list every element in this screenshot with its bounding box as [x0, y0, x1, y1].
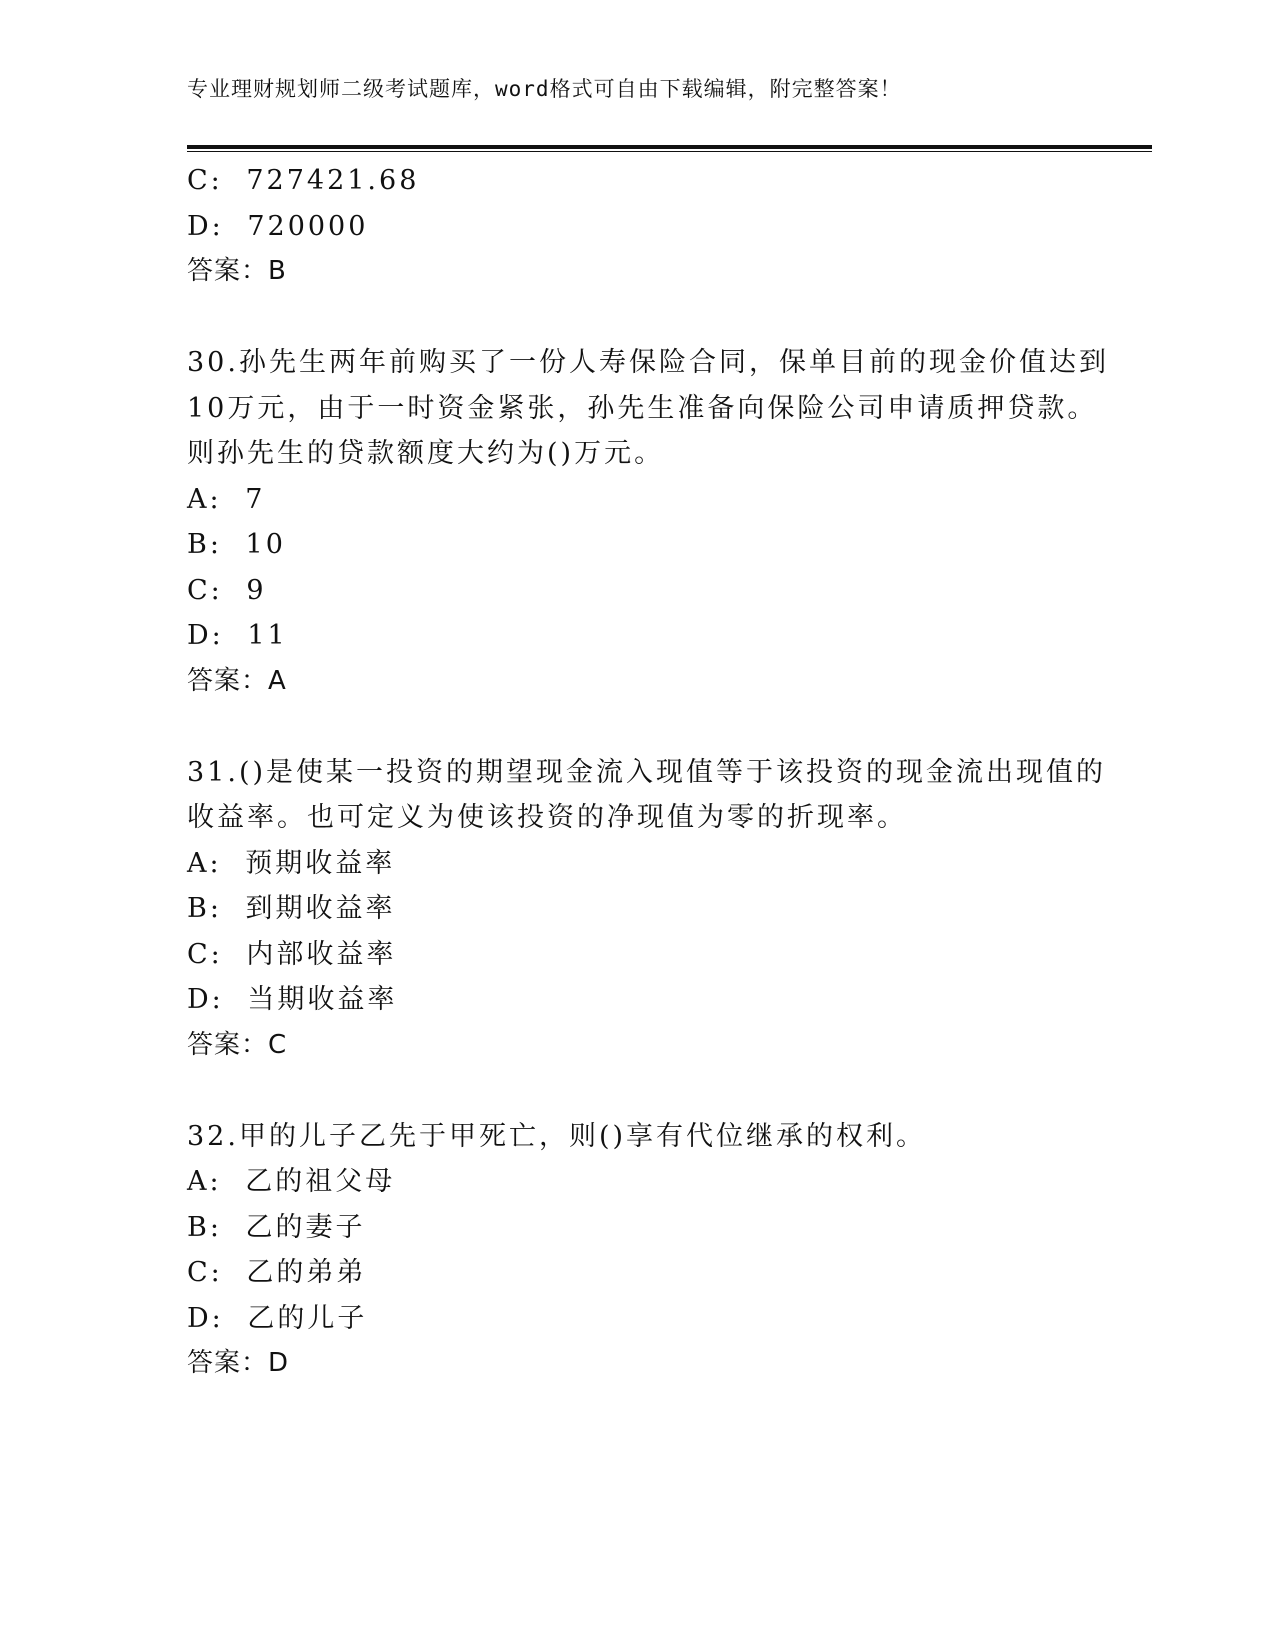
document-body [187, 158, 1109, 1387]
option-letter: D: [187, 620, 224, 651]
option-text: 当期收益率 [247, 984, 398, 1015]
option-text: 11 [247, 620, 288, 651]
option-letter: D: [187, 1302, 224, 1334]
option-letter: C: [187, 165, 223, 196]
answer-line: 答案：D [187, 1348, 290, 1378]
question-32 [187, 1114, 1087, 1387]
option-letter: C: [187, 574, 223, 606]
option-text: 乙的祖父母 [245, 1166, 396, 1197]
option-letter: B: [187, 529, 222, 560]
option-text: 7 [245, 483, 266, 515]
question-30 [187, 340, 1109, 704]
option-letter: C: [187, 938, 223, 970]
option-text: 预期收益率 [245, 847, 396, 879]
header-rule-thick [187, 145, 1152, 149]
option-line [187, 1296, 1087, 1342]
header-rule-thin [187, 151, 1152, 152]
question-text-line: 32.甲的儿子乙先于甲死亡，则()享有代位继承的权利。 [187, 1120, 927, 1152]
option-text: 727421.68 [246, 165, 420, 196]
question-text-line: 收益率。也可定义为使该投资的净现值为零的折现率。 [187, 802, 907, 833]
option-letter: B: [187, 1211, 222, 1243]
option-line [187, 977, 1087, 1023]
option-line [187, 522, 1087, 568]
option-text: 10 [245, 529, 286, 560]
option-line [187, 932, 1087, 978]
option-text: 乙的儿子 [247, 1302, 368, 1334]
option-text: 内部收益率 [246, 938, 397, 970]
option-letter: B: [187, 893, 222, 924]
answer-line: 答案：B [187, 256, 287, 286]
question-text-line: 30.孙先生两年前购买了一份人寿保险合同，保单目前的现金价值达到 [187, 347, 1109, 378]
option-line [187, 568, 1087, 614]
option-line [187, 841, 1087, 887]
option-line [187, 886, 1087, 932]
question-text-line: 31.()是使某一投资的期望现金流入现值等于该投资的现金流出现值的 [187, 756, 1107, 788]
question-text [187, 1114, 1087, 1160]
option-line [187, 204, 1087, 250]
spacer [187, 295, 1087, 341]
spacer [187, 1068, 1087, 1114]
option-text: 到期收益率 [245, 893, 396, 924]
page-header: 专业理财规划师二级考试题库，word格式可自由下载编辑，附完整答案！ [187, 77, 902, 101]
option-line [187, 1205, 1087, 1251]
option-line [187, 477, 1087, 523]
question-text-line: 10万元，由于一时资金紧张，孙先生准备向保险公司申请质押贷款。 [187, 392, 1098, 424]
option-letter: D: [187, 210, 224, 242]
option-text: 乙的妻子 [245, 1211, 366, 1243]
answer-line: 答案：A [187, 665, 287, 696]
option-text: 9 [246, 574, 267, 606]
answer-line: 答案：C [187, 1029, 288, 1060]
question-31 [187, 750, 1107, 1069]
option-letter: A: [187, 847, 222, 879]
option-letter: D: [187, 984, 224, 1015]
option-line [187, 613, 1087, 659]
option-letter: A: [187, 483, 222, 515]
option-letter: A: [187, 1166, 222, 1197]
option-text: 720000 [247, 210, 369, 242]
option-line [187, 158, 1087, 204]
question-text [187, 750, 1107, 841]
option-letter: C: [187, 1257, 223, 1288]
question-text [187, 340, 1109, 477]
option-line [187, 1159, 1087, 1205]
option-text: 乙的弟弟 [246, 1257, 367, 1288]
question-text-line: 则孙先生的贷款额度大约为()万元。 [187, 438, 665, 469]
option-line [187, 1250, 1087, 1296]
spacer [187, 704, 1087, 750]
